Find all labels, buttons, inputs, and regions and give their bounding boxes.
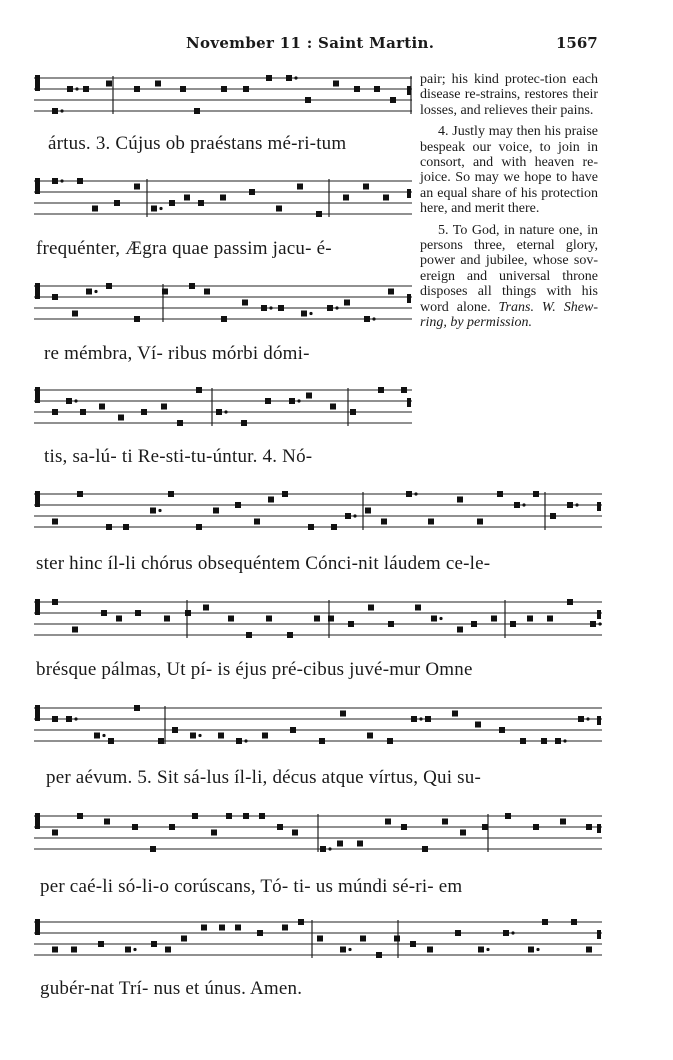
neume (211, 830, 217, 836)
neume (106, 524, 112, 530)
neume (586, 947, 592, 953)
mora-dot (102, 734, 105, 737)
neume (266, 75, 272, 81)
mora-dot (439, 617, 442, 620)
neume (308, 524, 314, 530)
neume (104, 819, 110, 825)
neume (376, 952, 382, 958)
neume (189, 283, 195, 289)
neume (343, 195, 349, 201)
mora-dot (224, 410, 227, 413)
neume (401, 824, 407, 830)
neume (327, 305, 333, 311)
mora-dot (372, 317, 375, 320)
custos-mark (597, 930, 601, 939)
neume (261, 305, 267, 311)
neume (290, 727, 296, 733)
neume (196, 387, 202, 393)
clef-mark (35, 283, 40, 299)
neume (190, 733, 196, 739)
neume (66, 716, 72, 722)
neume (52, 519, 58, 525)
chant-staff-2 (34, 175, 412, 231)
neume (457, 627, 463, 633)
page-header (0, 34, 673, 56)
mora-dot (94, 290, 97, 293)
neume (590, 621, 596, 627)
neume (364, 316, 370, 322)
mora-dot (522, 503, 525, 506)
lyric-line-2: frequénter, Ægra quae passim jacu- é- (36, 238, 332, 259)
neume (164, 616, 170, 622)
neume (286, 75, 292, 81)
neume (165, 947, 171, 953)
neume (52, 599, 58, 605)
neume (320, 846, 326, 852)
chant-staff-8 (34, 810, 602, 866)
translation-stanza-5-text: 5. To God, in nature one, in persons three, eternal glory, power and jubilee, whose sov-ereign and universal throne disposes all things with his word alone. (420, 222, 598, 315)
neume (161, 404, 167, 410)
chant-staff-5 (34, 488, 602, 544)
neume (514, 502, 520, 508)
neume (297, 184, 303, 190)
neume (80, 409, 86, 415)
page-number: 1567 (556, 34, 598, 52)
lyric-line-5: ster hinc íl-li chórus obsequéntem Cónci-nit láudem ce-le- (36, 553, 491, 574)
clef-mark (35, 178, 40, 194)
chant-staff-7 (34, 702, 602, 758)
neume (427, 947, 433, 953)
neume (52, 108, 58, 114)
neume (491, 616, 497, 622)
neume (52, 178, 58, 184)
neume (213, 508, 219, 514)
neume (394, 936, 400, 942)
mora-dot (309, 312, 312, 315)
neume (289, 398, 295, 404)
custos-mark (597, 716, 601, 725)
mora-dot (60, 109, 63, 112)
neume (155, 81, 161, 87)
neume (235, 502, 241, 508)
mora-dot (294, 76, 297, 79)
neume (301, 311, 307, 317)
neume (340, 711, 346, 717)
neume (52, 947, 58, 953)
neume (330, 404, 336, 410)
neume (169, 200, 175, 206)
neume (578, 716, 584, 722)
neume (141, 409, 147, 415)
neume (381, 519, 387, 525)
mora-dot (353, 514, 356, 517)
neume (86, 289, 92, 295)
neume (560, 819, 566, 825)
neume (203, 605, 209, 611)
neume (216, 409, 222, 415)
neume (478, 947, 484, 953)
mora-dot (414, 492, 417, 495)
neume (287, 632, 293, 638)
neume (457, 497, 463, 503)
neume (218, 733, 224, 739)
neume (198, 200, 204, 206)
neume (360, 936, 366, 942)
neume (114, 200, 120, 206)
neume (542, 919, 548, 925)
mora-dot (198, 734, 201, 737)
mora-dot (563, 739, 566, 742)
neume (331, 524, 337, 530)
neume (92, 206, 98, 212)
custos-mark (407, 294, 411, 303)
neume (66, 398, 72, 404)
chant-staff-3 (34, 280, 412, 336)
neume (221, 86, 227, 92)
translation-stanza-3-end: pair; his kind protec-tion each disease re-strains, restores their losses, and relieves their pains. (420, 72, 598, 118)
neume (67, 86, 73, 92)
neume (259, 813, 265, 819)
neume (118, 415, 124, 421)
neume (317, 936, 323, 942)
neume (482, 824, 488, 830)
custos-mark (597, 502, 601, 511)
mora-dot (575, 503, 578, 506)
neume (354, 86, 360, 92)
neume (254, 519, 260, 525)
mora-dot (244, 739, 247, 742)
mora-dot (536, 948, 539, 951)
translation-credit: Trans. W. Shew-ring, by permission. (420, 299, 598, 331)
neume (236, 738, 242, 744)
neume (428, 519, 434, 525)
neume (541, 738, 547, 744)
chant-staff-1 (34, 72, 412, 128)
chant-staff-4 (34, 384, 412, 440)
mora-dot (159, 207, 162, 210)
neume (390, 97, 396, 103)
neume (177, 420, 183, 426)
neume (135, 610, 141, 616)
neume (415, 605, 421, 611)
neume (268, 497, 274, 503)
neume (452, 711, 458, 717)
neume (196, 524, 202, 530)
lyric-line-8: per caé-li só-li-o corúscans, Tó- ti- us múndi sé-ri- em (40, 876, 463, 897)
neume (266, 616, 272, 622)
neume (367, 733, 373, 739)
neume (357, 841, 363, 847)
neume (77, 178, 83, 184)
mora-dot (297, 399, 300, 402)
neume (257, 930, 263, 936)
neume (265, 398, 271, 404)
neume (172, 727, 178, 733)
clef-mark (35, 491, 40, 507)
neume (101, 610, 107, 616)
neume (134, 316, 140, 322)
mora-dot (74, 717, 77, 720)
mora-dot (598, 622, 601, 625)
neume (72, 311, 78, 317)
neume (503, 930, 509, 936)
neume (520, 738, 526, 744)
neume (151, 206, 157, 212)
neume (410, 941, 416, 947)
neume (319, 738, 325, 744)
custos-mark (597, 824, 601, 833)
neume (243, 813, 249, 819)
neume (98, 941, 104, 947)
neume (344, 300, 350, 306)
neume (388, 621, 394, 627)
neume (132, 824, 138, 830)
neume (52, 830, 58, 836)
neume (72, 627, 78, 633)
lyric-line-7: per aévum. 5. Sit sá-lus íl-li, décus atque vírtus, Qui su- (46, 767, 482, 788)
neume (431, 616, 437, 622)
neume (455, 930, 461, 936)
neume (383, 195, 389, 201)
neume (282, 925, 288, 931)
mora-dot (486, 948, 489, 951)
translation-stanza-5 (420, 223, 598, 331)
neume (306, 393, 312, 399)
neume (333, 81, 339, 87)
lyric-line-6: brésque pálmas, Ut pí- is éjus pré-cibus juvé-mur Omne (36, 659, 473, 680)
neume (425, 716, 431, 722)
neume (547, 616, 553, 622)
neume (533, 824, 539, 830)
chant-staff-6 (34, 596, 602, 652)
neume (180, 86, 186, 92)
neume (220, 195, 226, 201)
neume (235, 925, 241, 931)
neume (374, 86, 380, 92)
neume (192, 813, 198, 819)
mora-dot (335, 306, 338, 309)
neume (83, 86, 89, 92)
translation-column (420, 72, 598, 331)
neume (52, 716, 58, 722)
neume (365, 508, 371, 514)
mora-dot (158, 509, 161, 512)
neume (277, 824, 283, 830)
neume (94, 733, 100, 739)
neume (204, 289, 210, 295)
neume (77, 813, 83, 819)
neume (185, 610, 191, 616)
chant-staff-9 (34, 916, 602, 972)
translation-stanza-4: 4. Justly may then his praise bespeak our voice, to join in consort, and with heaven re-joice. So may we hope to have an equal share of his protection here, and merit there. (420, 124, 598, 217)
clef-mark (35, 813, 40, 829)
neume (406, 491, 412, 497)
neume (567, 599, 573, 605)
neume (316, 211, 322, 217)
neume (221, 316, 227, 322)
neume (499, 727, 505, 733)
clef-mark (35, 387, 40, 403)
neume (169, 824, 175, 830)
clef-mark (35, 705, 40, 721)
neume (471, 621, 477, 627)
neume (477, 519, 483, 525)
neume (276, 206, 282, 212)
neume (314, 616, 320, 622)
neume (282, 491, 288, 497)
neume (150, 846, 156, 852)
lyric-line-1: ártus. 3. Cújus ob praéstans mé-ri-tum (48, 133, 347, 154)
neume (262, 733, 268, 739)
neume (52, 294, 58, 300)
neume (168, 491, 174, 497)
neume (586, 824, 592, 830)
neume (242, 300, 248, 306)
neume (134, 86, 140, 92)
neume (528, 947, 534, 953)
neume (249, 189, 255, 195)
running-title: November 11 : Saint Martin. (186, 34, 435, 52)
neume (52, 409, 58, 415)
mora-dot (419, 717, 422, 720)
neume (345, 513, 351, 519)
mora-dot (269, 306, 272, 309)
custos-mark (407, 189, 411, 198)
neume (123, 524, 129, 530)
mora-dot (133, 948, 136, 951)
neume (460, 830, 466, 836)
neume (150, 508, 156, 514)
lyric-line-4: tis, sa-lú- ti Re-sti-tu-úntur. 4. Nó- (44, 446, 313, 467)
neume (184, 195, 190, 201)
neume (162, 289, 168, 295)
neume (385, 819, 391, 825)
neume (571, 919, 577, 925)
neume (243, 86, 249, 92)
neume (348, 621, 354, 627)
mora-dot (348, 948, 351, 951)
neume (442, 819, 448, 825)
neume (328, 616, 334, 622)
clef-mark (35, 919, 40, 935)
neume (298, 919, 304, 925)
neume (134, 705, 140, 711)
neume (134, 184, 140, 190)
neume (567, 502, 573, 508)
neume (151, 941, 157, 947)
neume (340, 947, 346, 953)
neume (116, 616, 122, 622)
mora-dot (60, 179, 63, 182)
neume (388, 289, 394, 295)
neume (241, 420, 247, 426)
neume (158, 738, 164, 744)
neume (228, 616, 234, 622)
mora-dot (75, 87, 78, 90)
neume (497, 491, 503, 497)
mora-dot (328, 847, 331, 850)
neume (278, 305, 284, 311)
neume (387, 738, 393, 744)
neume (201, 925, 207, 931)
neume (401, 387, 407, 393)
custos-mark (597, 610, 601, 619)
neume (125, 947, 131, 953)
neume (305, 97, 311, 103)
custos-mark (407, 398, 411, 407)
mora-dot (586, 717, 589, 720)
custos-mark (407, 86, 411, 95)
neume (106, 81, 112, 87)
neume (505, 813, 511, 819)
clef-mark (35, 75, 40, 91)
neume (106, 283, 112, 289)
neume (99, 404, 105, 410)
neume (71, 947, 77, 953)
neume (181, 936, 187, 942)
neume (108, 738, 114, 744)
neume (533, 491, 539, 497)
neume (219, 925, 225, 931)
neume (555, 738, 561, 744)
neume (194, 108, 200, 114)
lyric-line-9: gubér-nat Trí- nus et únus. Amen. (40, 978, 303, 999)
lyric-line-3: re mémbra, Ví- ribus mórbi dómi- (44, 343, 310, 364)
neume (510, 621, 516, 627)
neume (550, 513, 556, 519)
neume (475, 722, 481, 728)
neume (368, 605, 374, 611)
mora-dot (74, 399, 77, 402)
neume (422, 846, 428, 852)
neume (363, 184, 369, 190)
neume (337, 841, 343, 847)
clef-mark (35, 599, 40, 615)
neume (527, 616, 533, 622)
neume (378, 387, 384, 393)
neume (292, 830, 298, 836)
neume (350, 409, 356, 415)
mora-dot (511, 931, 514, 934)
neume (411, 716, 417, 722)
neume (246, 632, 252, 638)
neume (226, 813, 232, 819)
neume (77, 491, 83, 497)
